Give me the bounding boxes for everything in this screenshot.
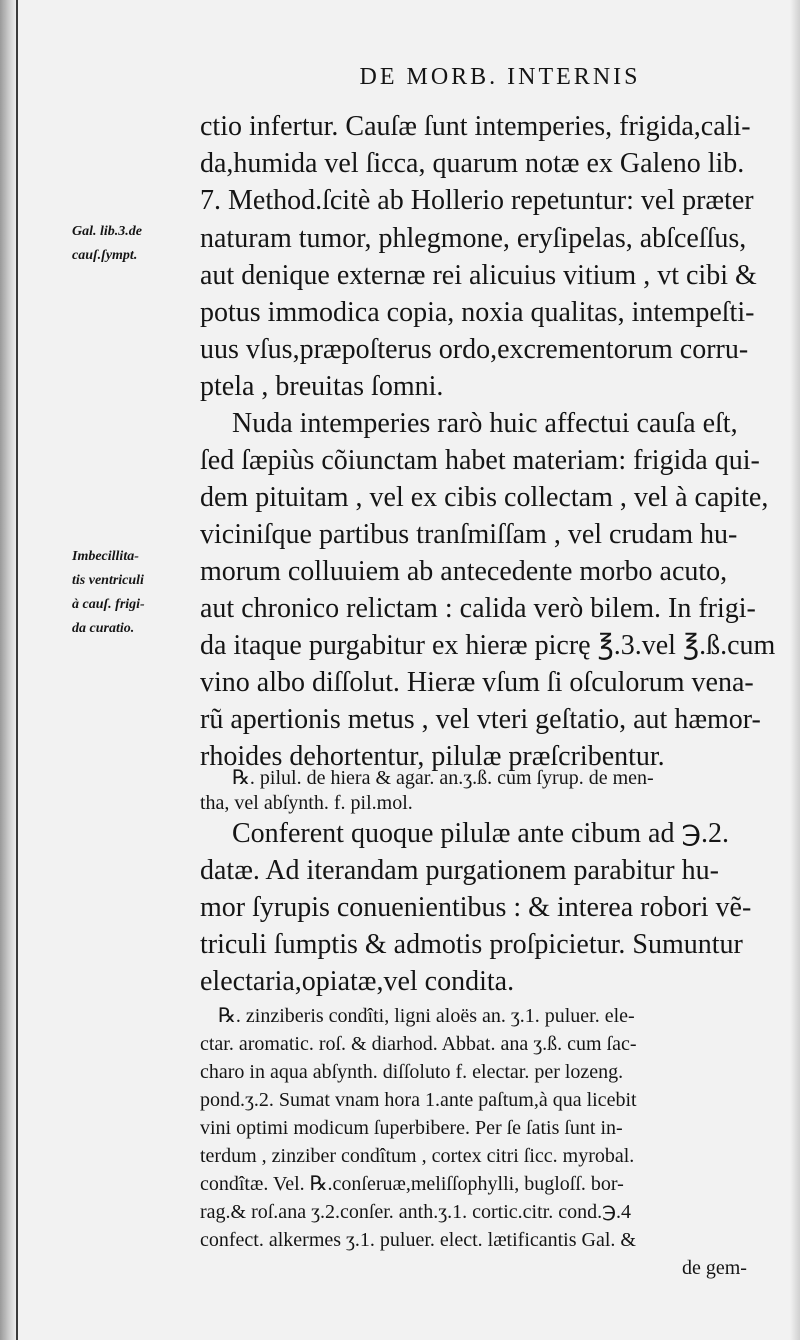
margin-note: Gal. lib.3.de — [72, 224, 142, 239]
text-line: rhoides dehortentur, pilulæ præſcribentur. — [200, 741, 665, 772]
text-line: ctio infertur. Cauſæ ſunt intemperies, frigida,cali- — [200, 111, 751, 142]
recipe-line: vini optimi modicum ſuperbibere. Per ſe ſatis ſunt in- — [200, 1117, 623, 1139]
text-line: aut chronico relictam : calida verò bilem. In frigi- — [200, 593, 756, 624]
running-head: DE MORB. INTERNIS — [359, 64, 641, 90]
binding-edge — [16, 0, 18, 1340]
margin-note: tis ventriculi — [72, 573, 144, 588]
margin-note: da curatio. — [72, 621, 135, 636]
text-line: vino albo diſſolut. Hieræ vſum ſi oſculorum vena- — [200, 667, 754, 698]
text-line: dem pituitam , vel ex cibis collectam , vel à capite, — [200, 482, 769, 513]
text-line: Nuda intemperies rarò huic affectui cauſa eſt, — [232, 408, 738, 439]
text-line: ſed ſæpiùs cõiunctam habet materiam: frigida qui- — [200, 445, 760, 476]
page-edge — [790, 0, 800, 1340]
text-line: ptela , breuitas ſomni. — [200, 371, 444, 402]
text-line: rũ apertionis metus , vel vteri geſtatio, aut hæmor- — [200, 704, 761, 735]
recipe-line: terdum , zinziber condîtum , cortex citri ſicc. myrobal. — [200, 1145, 635, 1167]
recipe-line: ctar. aromatic. roſ. & diarhod. Abbat. ana ʒ.ß. cum ſac- — [200, 1033, 637, 1055]
margin-note: à cauſ. frigi- — [72, 597, 145, 612]
text-line: potus immodica copia, noxia qualitas, intempeſti- — [200, 297, 755, 328]
text-line: mor ſyrupis conuenientibus : & interea robori vẽ- — [200, 892, 752, 923]
recipe-line: confect. alkermes ʒ.1. puluer. elect. lætificantis Gal. & — [200, 1229, 636, 1251]
text-line: Conferent quoque pilulæ ante cibum ad ℈.2. — [232, 818, 729, 849]
text-line: viciniſque partibus tranſmiſſam , vel crudam hu- — [200, 519, 738, 550]
recipe-line: tha, vel abſynth. f. pil.mol. — [200, 792, 413, 814]
text-line: aut denique externæ rei alicuius vitium , vt cibi & — [200, 260, 757, 291]
catchword: de gem- — [682, 1257, 747, 1279]
recipe-line: ℞. pilul. de hiera & agar. an.ʒ.ß. cum ſyrup. de men- — [232, 767, 654, 789]
recipe-line: rag.& roſ.ana ʒ.2.conſer. anth.ʒ.1. cortic.citr. cond.℈.4 — [200, 1201, 632, 1223]
recipe-line: ℞. zinziberis condîti, ligni aloës an. ʒ.1. puluer. ele- — [218, 1005, 635, 1027]
recipe-line: pond.ʒ.2. Sumat vnam hora 1.ante paſtum,à qua licebit — [200, 1089, 637, 1111]
recipe-line: condîtæ. Vel. ℞.conſeruæ,meliſſophylli, bugloſſ. bor- — [200, 1173, 624, 1195]
text-line: naturam tumor, phlegmone, eryſipelas, abſceſſus, — [200, 223, 747, 254]
text-line: electaria,opiatæ,vel condita. — [200, 966, 515, 997]
text-line: triculi ſumptis & admotis proſpicietur. Sumuntur — [200, 929, 743, 960]
text-line: datæ. Ad iterandam purgationem parabitur hu- — [200, 855, 719, 886]
margin-note: cauſ.ſympt. — [72, 248, 138, 263]
text-line: morum colluuiem ab antecedente morbo acuto, — [200, 556, 728, 587]
margin-note: Imbecillita- — [72, 549, 139, 564]
text-line: da itaque purgabitur ex hieræ picrę ℥.3.vel ℥.ß.cum — [200, 630, 776, 661]
text-line: uus vſus,præpoſterus ordo,excrementorum corru- — [200, 334, 749, 365]
binding-shadow — [0, 0, 16, 1340]
text-line: da,humida vel ſicca, quarum notæ ex Galeno lib. — [200, 148, 745, 179]
text-line: 7. Method.ſcitè ab Hollerio repetuntur: vel præter — [200, 185, 754, 216]
recipe-line: charo in aqua abſynth. diſſoluto f. electar. per lozeng. — [200, 1061, 624, 1083]
